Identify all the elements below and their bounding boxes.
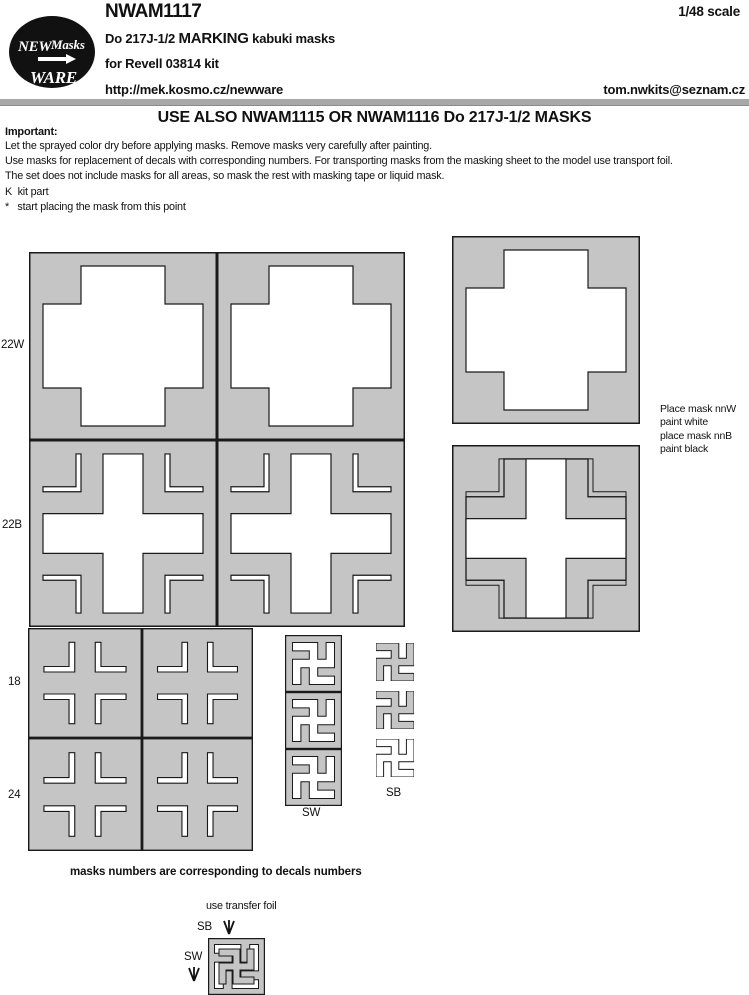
notice-line: Use masks for replacement of decals with corresponding numbers. For transporting masks from the masking sheet to the model use transport foil. <box>5 155 673 168</box>
mask-square-24-1 <box>28 738 142 851</box>
notice-block <box>5 139 673 215</box>
logo-word-ware: WARE <box>30 68 78 87</box>
masks-numbers-note: masks numbers are corresponding to decals numbers <box>70 866 362 878</box>
subtitle-marking: MARKING <box>178 30 249 47</box>
mask-square-22b-1 <box>29 440 217 627</box>
mask-square-sw-2 <box>285 692 342 749</box>
mask-square-24-2 <box>142 738 253 851</box>
website-url: http://mek.kosmo.cz/newware <box>105 82 284 97</box>
swastika-cutout <box>293 700 335 742</box>
mask-square-18-2 <box>142 628 253 738</box>
mask-label-24: 24 <box>8 789 21 801</box>
contact-email: tom.nwkits@seznam.cz <box>603 82 745 97</box>
demo-label-sw: SW <box>184 951 203 963</box>
newware-logo <box>8 15 96 89</box>
subtitle-post: kabuki masks <box>248 31 336 46</box>
demo-label-sb: SB <box>197 921 212 933</box>
mask-swastika-sb-1 <box>376 643 414 681</box>
subtitle-pre: Do 217J-1/2 <box>105 31 179 46</box>
mask-square-22w-1 <box>29 252 217 440</box>
mask-square-combined-example <box>452 445 640 632</box>
mask-swastika-sb-2 <box>376 691 414 729</box>
placement-note <box>660 403 736 457</box>
mask-square-sw-1 <box>285 635 342 692</box>
start-point-arrow-icon <box>222 919 236 936</box>
swastika-shape <box>376 739 414 777</box>
mask-square-22b-2 <box>217 440 405 627</box>
placement-note-line: Place mask nnW <box>660 403 736 415</box>
notice-line: Let the sprayed color dry before applying masks. Remove masks very carefully after painting. <box>5 140 432 152</box>
kit-line: for Revell 03814 kit <box>105 56 219 71</box>
product-code: NWAM1117 <box>105 1 202 22</box>
transfer-foil-note: use transfer foil <box>206 900 277 912</box>
placement-note-line: paint black <box>660 443 708 456</box>
mask-label-18: 18 <box>8 676 21 688</box>
mask-label-sw: SW <box>302 807 321 819</box>
notice-line-kit-part: K kit part <box>5 185 49 198</box>
use-also-headline: USE ALSO NWAM1115 OR NWAM1116 Do 217J-1/2 MASKS <box>157 109 592 126</box>
subtitle <box>105 30 335 47</box>
header-divider <box>0 99 749 106</box>
mask-swastika-sb-3 <box>376 739 414 777</box>
placement-note-line: paint white <box>660 416 708 429</box>
mask-label-22w: 22W <box>1 339 25 351</box>
mask-square-nnw-example <box>452 236 640 424</box>
logo-word-masks: Masks <box>51 37 85 52</box>
placement-note-line: place mask nnB <box>660 429 732 442</box>
start-point-arrow-icon <box>187 966 201 983</box>
swastika-cutout <box>293 757 335 799</box>
mask-square-22w-2 <box>217 252 405 440</box>
important-label: Important: <box>5 126 58 138</box>
transfer-foil-demo-square <box>208 938 265 995</box>
swastika-shape <box>376 643 414 681</box>
mask-square-sw-3 <box>285 749 342 806</box>
swastika-cutout <box>293 643 335 685</box>
logo-word-new: NEW <box>18 39 52 55</box>
mask-square-18-1 <box>28 628 142 738</box>
mask-label-22b: 22B <box>2 519 22 531</box>
mask-label-sb: SB <box>386 787 401 799</box>
notice-line-start-point: * start placing the mask from this point <box>5 200 186 213</box>
scale-note: 1/48 scale <box>678 4 740 19</box>
notice-line: The set does not include masks for all areas, so mask the rest with masking tape or liquid mask. <box>5 170 445 183</box>
sb-mask-placed <box>219 949 254 984</box>
swastika-shape <box>376 691 414 729</box>
